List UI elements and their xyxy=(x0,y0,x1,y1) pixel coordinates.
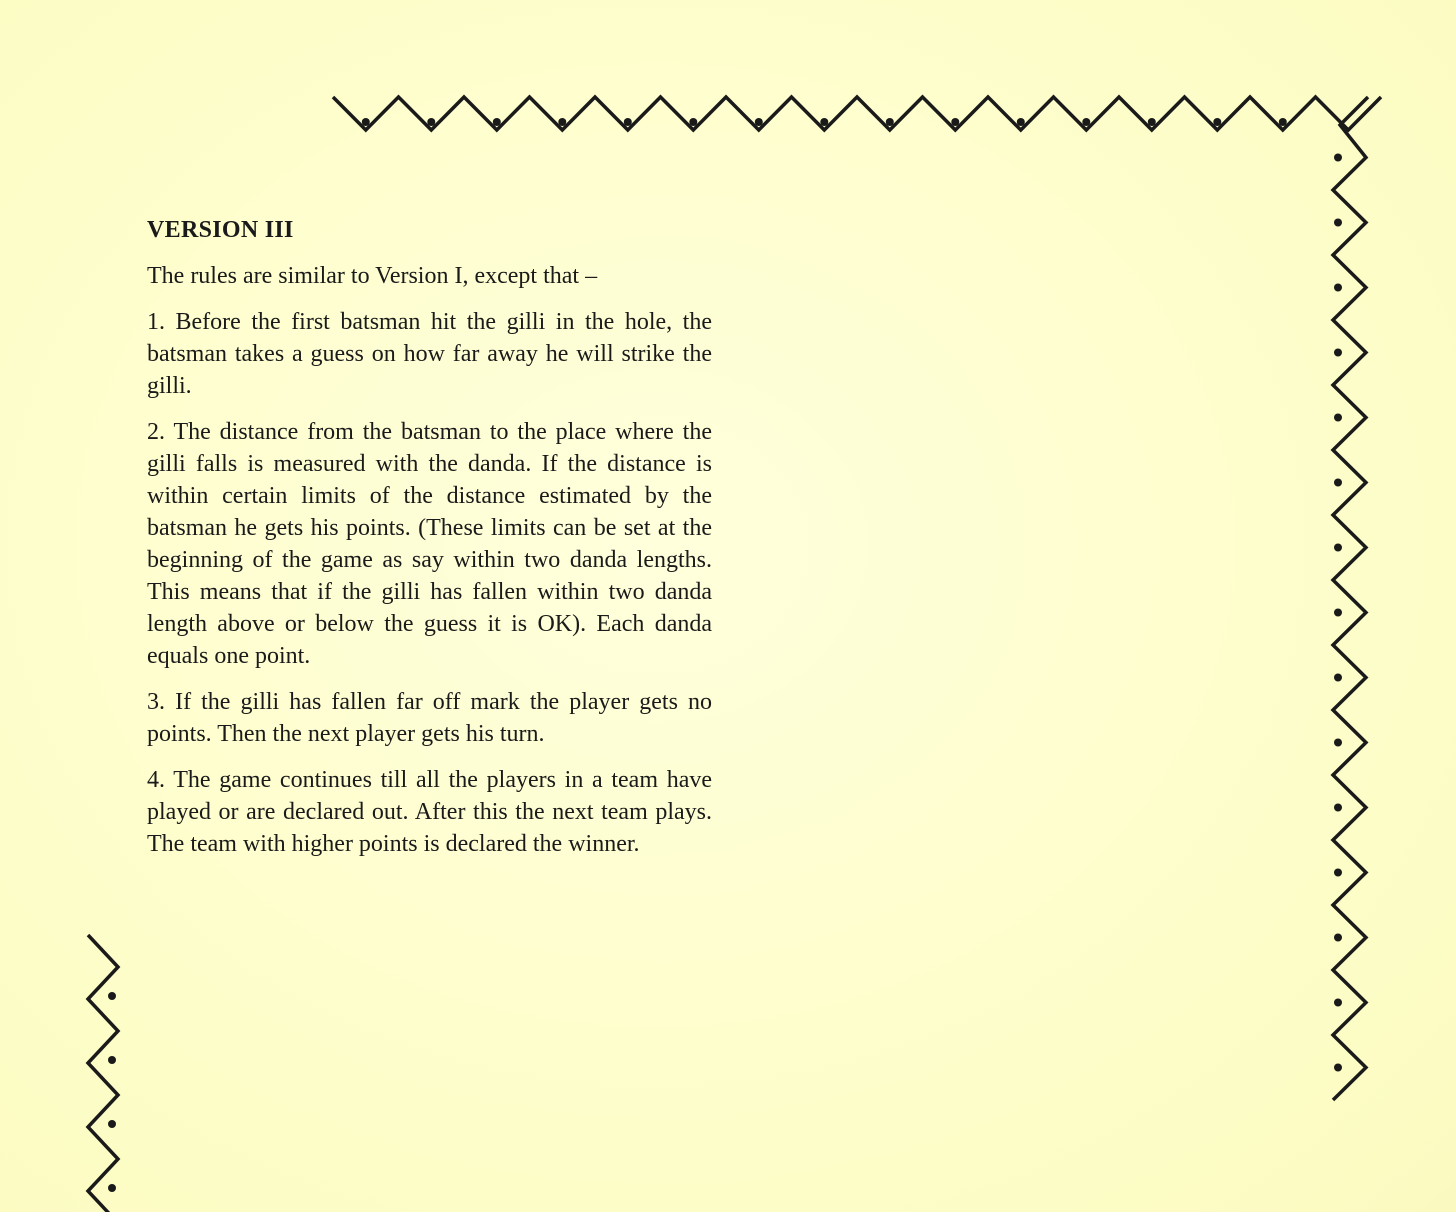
intro-text: The rules are similar to Version I, except that – xyxy=(147,263,598,289)
section-heading: VERSION III xyxy=(147,217,294,243)
rule-2: 2. The distance from the batsman to the place where the gilli falls is measured with the danda. If the distance is within certain limits of the distance estimated by the batsman he gets his points. (These limits can be set at the beginning of the game as say within two danda lengths. This means that if the gilli has fallen within two danda length above or below the guess it is OK). Each danda equals one point. xyxy=(147,419,712,669)
border-dot xyxy=(1334,609,1342,617)
rules-section xyxy=(147,214,712,874)
border-dot xyxy=(1334,219,1342,227)
rule-1: 1. Before the first batsman hit the gilli in the hole, the batsman takes a guess on how far away he will strike the gilli. xyxy=(147,309,712,399)
border-dot xyxy=(1334,479,1342,487)
border-dot xyxy=(1334,869,1342,877)
top-zigzag-line xyxy=(333,97,1381,130)
border-dot xyxy=(1334,934,1342,942)
border-dot xyxy=(1334,739,1342,747)
rule-4: 4. The game continues till all the players in a team have played or are declared out. After this the next team plays. The team with higher points is declared the winner. xyxy=(147,767,712,857)
border-dot xyxy=(1334,804,1342,812)
left-zigzag-line xyxy=(88,935,118,1212)
border-dot xyxy=(108,1056,116,1064)
top-zigzag-border xyxy=(333,97,1381,130)
border-dot xyxy=(1334,154,1342,162)
left-zigzag-border xyxy=(88,935,118,1212)
border-dot xyxy=(1334,999,1342,1007)
border-dot xyxy=(1334,414,1342,422)
border-dot xyxy=(1334,1064,1342,1072)
border-dot xyxy=(108,992,116,1000)
border-dot xyxy=(1334,284,1342,292)
border-dot xyxy=(1334,544,1342,552)
right-zigzag-line xyxy=(1333,97,1368,1100)
border-dot xyxy=(108,1120,116,1128)
border-dot xyxy=(1334,674,1342,682)
border-dot xyxy=(1334,349,1342,357)
rule-3: 3. If the gilli has fallen far off mark the player gets no points. Then the next player gets his turn. xyxy=(147,689,712,747)
border-dot xyxy=(108,1184,116,1192)
right-zigzag-border xyxy=(1333,97,1368,1100)
